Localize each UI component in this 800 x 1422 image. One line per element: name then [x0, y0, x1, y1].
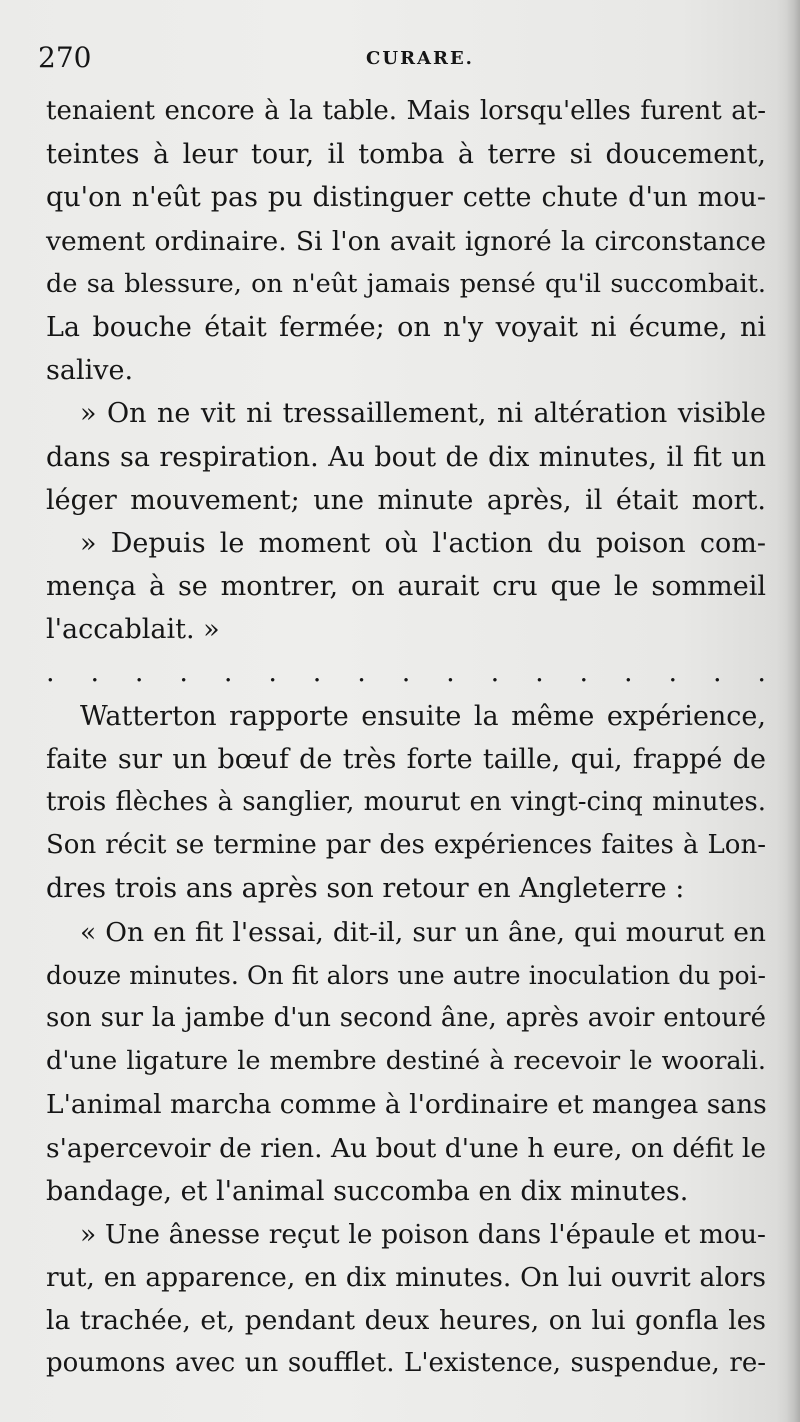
- text-line: trois flèches à sanglier, mourut en vingt-cinq minutes.: [46, 787, 766, 817]
- text-line: poumons avec un soufflet. L'existence, suspendue, re-: [46, 1348, 766, 1379]
- text-line: d'une ligature le membre destiné à recevoir le woorali.: [46, 1046, 766, 1077]
- paragraph-start-line: » Depuis le moment où l'action du poison com-: [80, 527, 766, 559]
- text-line: L'animal marcha comme à l'ordinaire et mangea sans: [46, 1089, 767, 1121]
- text-line: La bouche était fermée; on n'y voyait ni écume, ni: [46, 311, 766, 343]
- text-line: qu'on n'eût pas pu distinguer cette chute d'un mou-: [46, 182, 766, 214]
- text-line: s'apercevoir de rien. Au bout d'une h eure, on défit le: [46, 1132, 766, 1164]
- text-line: l'accablait. »: [46, 614, 220, 646]
- ellipsis-dots-line: . . . . . . . . . . . . . . . . .: [46, 657, 766, 689]
- page-number: 270: [38, 41, 92, 74]
- text-line: vement ordinaire. Si l'on avait ignoré la circonstance: [46, 225, 766, 257]
- paragraph-start-line: Watterton rapporte ensuite la même expérience,: [80, 700, 766, 732]
- text-line: dres trois ans après son retour en Angleterre :: [46, 873, 685, 905]
- text-line: Son récit se termine par des expériences faites à Lon-: [46, 830, 766, 861]
- running-head: [0, 38, 800, 78]
- text-line: mença à se montrer, on aurait cru que le sommeil: [46, 571, 766, 603]
- text-line: rut, en apparence, en dix minutes. On lui ouvrit alors: [46, 1262, 766, 1294]
- page-edge-shadow: [786, 0, 800, 1422]
- text-line: salive.: [46, 355, 134, 387]
- running-title: CURARE.: [366, 48, 474, 69]
- text-line: la trachée, et, pendant deux heures, on lui gonfla les: [46, 1305, 766, 1337]
- text-line: tenaient encore à la table. Mais lorsqu'elles furent at-: [46, 96, 766, 126]
- text-line: son sur la jambe d'un second âne, après avoir entouré: [46, 1002, 766, 1033]
- text-line: faite sur un bœuf de très forte taille, qui, frappé de: [46, 743, 766, 775]
- paragraph-start-line: « On en fit l'essai, dit-il, sur un âne, qui mourut en: [80, 916, 766, 948]
- text-line: douze minutes. On fit alors une autre inoculation du poi-: [46, 960, 766, 990]
- text-body: [46, 90, 766, 1386]
- text-line: de sa blessure, on n'eût jamais pensé qu'il succombait.: [46, 268, 766, 299]
- paragraph-start-line: » Une ânesse reçut le poison dans l'épaule et mou-: [80, 1218, 766, 1250]
- text-line: bandage, et l'animal succomba en dix minutes.: [46, 1175, 689, 1207]
- paragraph-start-line: » On ne vit ni tressaillement, ni altération visible: [80, 398, 766, 430]
- text-line: léger mouvement; une minute après, il était mort.: [46, 484, 766, 516]
- text-line: teintes à leur tour, il tomba à terre si doucement,: [46, 139, 766, 171]
- text-line: dans sa respiration. Au bout de dix minutes, il fit un: [46, 441, 766, 473]
